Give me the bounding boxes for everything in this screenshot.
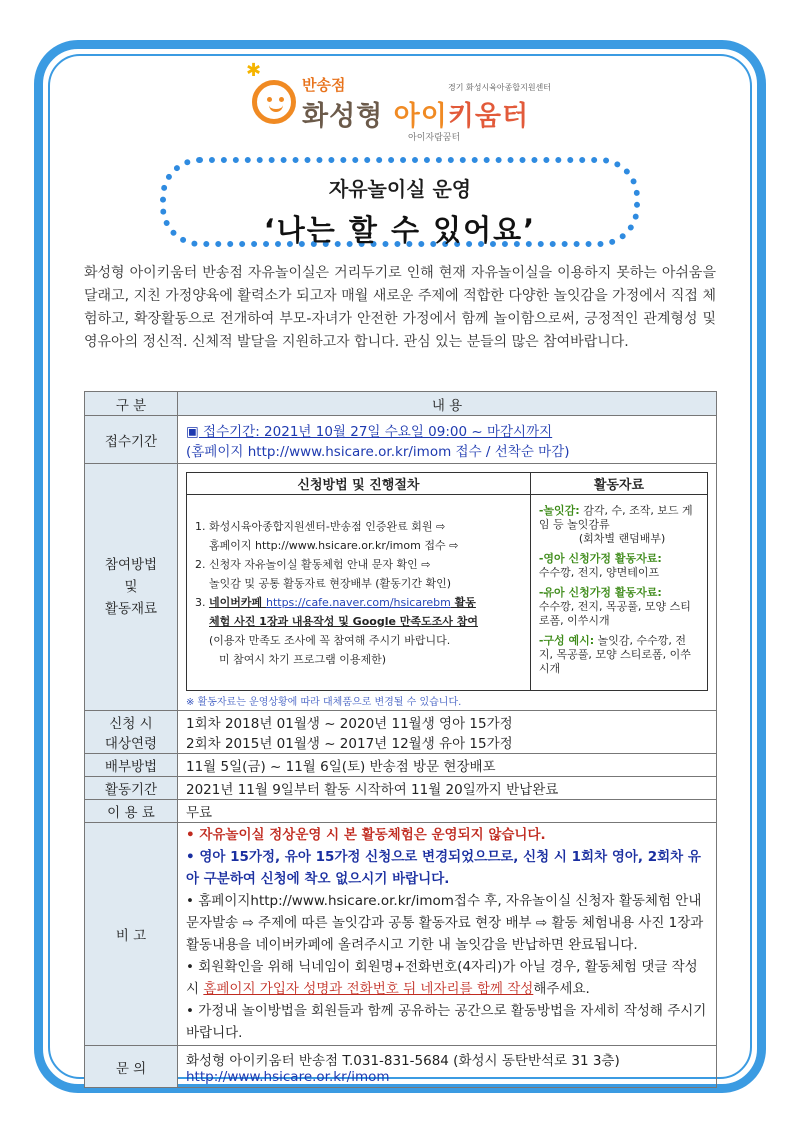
period-content: 2021년 11월 9일부터 활동 시작하여 11월 20일까지 반납완료: [178, 777, 717, 800]
heading-box: [160, 157, 640, 247]
contact-line-1: 화성형 아이키움터 반송점 T.031-831-5684 (화성시 동탄반석로 31 3층): [186, 1052, 620, 1069]
header-label: 구 분: [85, 392, 178, 416]
fee-content: 무료: [178, 800, 717, 823]
header-content: 내 용: [178, 392, 717, 416]
target-content: 1회차 2018년 01월생 ~ 2020년 11월생 영아 15가정 2회차 2015년 01월생 ~ 2017년 12월생 유아 15가정: [178, 711, 717, 754]
remarks-content: • 자유놀이실 정상운영 시 본 활동체험은 운영되지 않습니다. • 영아 15가정, 유아 15가정 신청으로 변경되었으므로, 신청 시 1회차 영아, 2회차 유아 구분하여 신청에 착오 없으시기 바랍니다. • 홈페이지http://www.hsicare.or.kr/imom접수 후, 자유놀이실 신청자 활동체험 안내 문자발송 ⇨ 주제에 따른 놀잇감과 공통 활동자료 현장 배부 ⇨ 활동 체험내용 사진 1장과 활동내용을 네이버카페에 올려주시고 기한 내 놀잇감을 반납하면 완료됩니다. • 회원확인을 위해 닉네임이 회원명+전화번호(4자리)가 아닐 경우, 활동체험 댓글 작성 시 홈페이지 가입자 성명과 전화번호 뒤 네자리를 함께 작성해주세요. • 가정내 놀이방법을 회원들과 함께 공유하는 공간으로 활동방법을 자세히 작성해 주시기 바랍니다.: [178, 823, 717, 1046]
smiley-face-icon: [252, 80, 296, 124]
procedure-header: 신청방법 및 진행절차: [187, 473, 531, 495]
fee-label: 이 용 료: [85, 800, 178, 823]
info-table: [84, 391, 717, 1088]
procedure-table: [186, 472, 708, 691]
star-icon: ✱: [246, 60, 262, 81]
method-label: 참여방법 및 활동재료: [85, 464, 178, 711]
contact-website-link[interactable]: http://www.hsicare.or.kr/imom: [186, 1068, 390, 1085]
contact-content: [178, 1046, 717, 1088]
remarks-label: 비 고: [85, 823, 178, 1046]
naver-cafe-link[interactable]: https://cafe.naver.com/hsicarebm: [265, 595, 451, 609]
materials-note: ※ 활동자료는 운영상황에 따라 대체품으로 변경될 수 있습니다.: [186, 697, 462, 708]
target-label: 신청 시 대상연령: [85, 711, 178, 754]
distribution-content: 11월 5일(금) ~ 11월 6일(토) 반송점 방문 현장배포: [178, 754, 717, 777]
logo-subtitle: 아이자람꿈터: [408, 133, 461, 143]
reception-label: 접수기간: [85, 416, 178, 464]
organization-logo: [246, 60, 556, 143]
logo-center-name: 경기 화성시육아종합지원센터: [448, 83, 552, 92]
materials-list: -놀잇감: 감각, 수, 조작, 보드 게임 등 놀잇감류 (회차별 랜덤배부) -영아 신청가정 활동자료: 수수깡, 전지, 양면테이프 -유아 신청가정 활동자료: 수수깡, 전지, 목공풀, 모양 스티로폼, 이쑤시개 -구성 예시: 놀잇감, 수수깡, 전지, 목공풀, 모양 스티로폼, 이쑤시개: [530, 495, 707, 691]
reception-content: [178, 416, 717, 464]
reception-line-1: ▣ 접수기간: 2021년 10월 27일 수요일 09:00 ~ 마감시까지: [186, 423, 553, 440]
period-label: 활동기간: [85, 777, 178, 800]
method-content: [178, 464, 717, 711]
heading-top: 자유놀이실 운영: [328, 177, 472, 201]
logo-branch: 반송점: [302, 76, 346, 94]
distribution-label: 배부방법: [85, 754, 178, 777]
heading-main: ‘나는 할 수 있어요’: [263, 213, 537, 247]
intro-paragraph: 화성형 아이키움터 반송점 자유놀이실은 거리두기로 인해 현재 자유놀이실을 이용하지 못하는 아쉬움을 달래고, 지친 가정양육에 활력소가 되고자 매월 새로운 주제에 적합한 다양한 놀잇감을 가정에서 직접 체험하고, 확장활동으로 전개하여 부모-자녀가 안전한 가정에서 함께 놀이함으로써, 긍정적인 관계형성 및 영유아의 정신적. 신체적 발달을 지원하고자 합니다. 관심 있는 분들의 많은 참여바랍니다.: [84, 265, 716, 350]
reception-line-2: (홈페이지 http://www.hsicare.or.kr/imom 접수 / 선착순 마감): [186, 443, 570, 460]
logo-title: 화성형 아이키움터: [302, 101, 530, 132]
procedure-steps: 1. 화성시육아종합지원센터-반송점 인증완료 회원 ⇨ 홈페이지 http://www.hsicare.or.kr/imom 접수 ⇨ 2. 신청자 자유놀이실 활동체험 안내 문자 확인 ⇨ 놀잇감 및 공통 활동자료 현장배부 (활동기간 확인) 3. 네이버카페 https://cafe.naver.com/hsicarebm 활동 체험 사진 1장과 내용작성 및 Google 만족도조사 참여 (이용자 만족도 조사에 꼭 참여해 주시기 바랍니다. 미 참여시 차기 프로그램 이용제한): [187, 495, 531, 691]
materials-header: 활동자료: [530, 473, 707, 495]
contact-label: 문 의: [85, 1046, 178, 1088]
